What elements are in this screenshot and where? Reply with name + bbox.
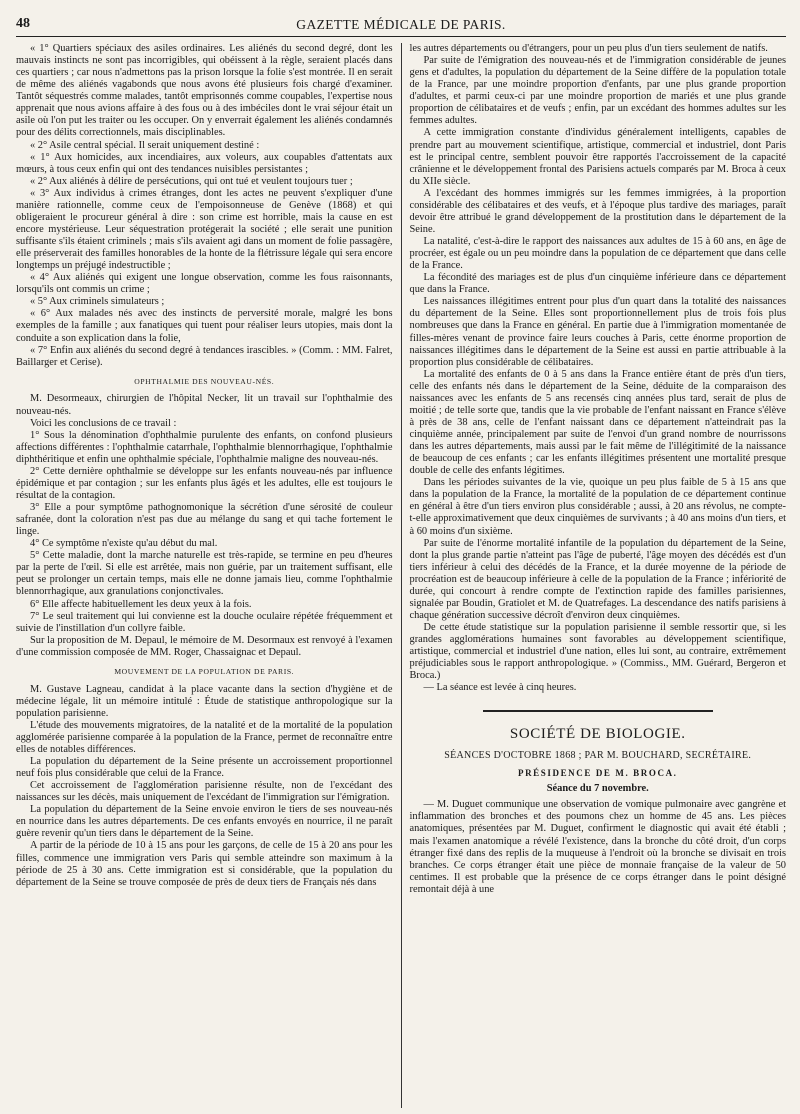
presidency-line: PRÉSIDENCE DE M. BROCA.	[517, 767, 678, 778]
population-paragraph: Par suite de l'énorme mortalité infantile de la population du département de la Seine, dont la plus grande partie n'atteint pas l'âge de puberté, l'âge moyen des décédés est d'un tiers inférieur à celui des décédés de la France, et la durée moyenne de la période de procréation est de beaucoup inférieure à celle de la population de la France ; infériorité de durée, qui concourt à rendre compte de l'extinction rapide des familles parisiennes, signalée par Boudin, Gratiolet et M. de Quatrefages. La descendance des natifs parisiens à chaque génération successive décroît d'environ deux cinquièmes.	[409, 537, 786, 621]
population-continuation: les autres départements ou d'étrangers, pour un peu plus d'un tiers seulement de natifs.	[409, 43, 768, 54]
population-paragraph: La fécondité des mariages est de plus d'un cinquième inférieure dans ce département que dans la France.	[409, 272, 786, 296]
ophthalmia-conclusion: 4° Ce symptôme n'existe qu'au début du mal.	[30, 538, 218, 550]
asylum-item: « 2° Aux aliénés à délire de persécutions, qui ont tué et veulent toujours tuer ;	[30, 175, 353, 187]
ophthalmia-conclusion: 7° Le seul traitement qui lui convienne est la douche oculaire répétée fréquemment et suivie de l'instillation d'un collyre faible.	[16, 610, 393, 634]
population-paragraph: A partir de la période de 10 à 15 ans pour les garçons, de celle de 15 à 20 ans pour les filles, commence une immigration vers Paris qui semble atteindre son maximum à la période de 25 à 30 ans. Cette immigration est si considérable, que la population du département de la Seine se trouve composée de près de deux tiers de Français nés dans	[16, 840, 393, 888]
ophthalmia-conclusion: 6° Elle affecte habituellement les deux yeux à la fois.	[30, 598, 252, 610]
ophthalmia-referral: Sur la proposition de M. Depaul, le mémoire de M. Desormaux est renvoyé à l'examen d'une commission composée de MM. Roger, Chassaignac et Depaul.	[16, 634, 393, 658]
ophthalmia-conclusion: 5° Cette maladie, dont la marche naturelle est très-rapide, se termine en peu d'heures par la perte de l'œil. Si elle est arrêtée, mais non guérie, par un traitement suffisant, elle peut se prolonger un certain temps, mais elle ne donne jamais lieu, comme l'ophthalmie blennorrhagique, aux granulations conjonctivales.	[16, 550, 393, 598]
section-divider	[483, 710, 713, 712]
page-header	[16, 14, 786, 37]
left-column	[16, 43, 402, 1108]
population-paragraph: La population du département de la Seine envoie environ le tiers de ses nouveau-nés en nourrice dans les autres départements. De ces enfants envoyés en nourrice, il ne paraît guère revenir qu'un tiers dans le département de la Seine.	[16, 804, 393, 840]
population-paragraph: Dans les périodes suivantes de la vie, quoique un peu plus faible de 5 à 15 ans que dans la population de la France, la mortalité de la population de ce département continue en général à être d'un tiers environ plus considérable ; aussi, à 20 ans révolus, ne compte-t-elle approximativement que deux cinquièmes de survivants ; à 40 ans moins d'un tiers, et à 60 moins d'un sixième.	[409, 477, 786, 537]
session-closed: — La séance est levée à cinq heures.	[423, 682, 577, 694]
population-paragraph: A l'excédant des hommes immigrés sur les femmes immigrées, à la proportion considérable des célibataires et des veufs, et à l'époque plus tardive des mariages, paraît devoir être attribué le grand développement de la prostitution dans le département de la Seine.	[409, 187, 786, 235]
right-column	[402, 43, 787, 1108]
biology-paragraph: — M. Duguet communique une observation de vomique pulmonaire avec gangrène et inflammation des bronches et des poumons chez un homme de 45 ans. Les pièces anatomiques, présentées par M. Duguet, confirment le diagnostic qui avait été établi ; mais l'examen anatomique a révélé l'existence, dans la bronche du côté droit, d'un corps étranger fixé dans des replis de la muqueuse à l'endroit où la bronche se divisait en trois branches. Ce corps étranger était une pièce de monnaie française de la valeur de 50 centimes. Il est probable que la présence de ce corps étranger dans le point désigné remontait déjà à une	[409, 799, 786, 895]
population-heading: MOUVEMENT DE LA POPULATION DE PARIS.	[114, 666, 295, 676]
ophthalmia-intro: M. Desormeaux, chirurgien de l'hôpital Necker, lit un travail sur l'ophthalmie des nouveau-nés.	[16, 393, 393, 417]
asylum-item: « 5° Aux criminels simulateurs ;	[30, 296, 165, 308]
population-paragraph: Cet accroissement de l'agglomération parisienne résulte, non de l'excédant des naissances sur les décès, mais uniquement de l'excédant de l'immigration sur l'émigration.	[16, 780, 393, 804]
population-paragraph: Par suite de l'émigration des nouveau-nés et de l'immigration considérable de jeunes gens et d'adultes, la population du département de la Seine diffère de la population totale de la France, par une moindre proportion d'enfants, par une plus grande proportion d'adultes, et parmi ceux-ci par une moindre proportion de mariés et une plus grande proportion de célibataires et de veufs ; enfin, par un excédant des hommes adultes sur les femmes adultes.	[409, 55, 786, 127]
asylum-item: « 4° Aux aliénés qui exigent une longue observation, comme les fous raisonnants, lorsqu'ils ont commis un crime ;	[16, 272, 393, 296]
sitting-date: Séance du 7 novembre.	[546, 783, 649, 795]
asylum-item: « 3° Aux individus à crimes étranges, dont les actes ne peuvent s'expliquer d'une manière rationnelle, comme ceux de l'empoisonneuse de Genève (1868) et qui obligeraient le procureur général à dire : son crime est horrible, mais la cause en est encore mystérieuse. Leur séquestration protégerait la société ; elle serait une punition suffisante s'ils étaient criminels ; mais s'ils avaient agi dans un moment de folie passagère, elle préserverait des familles honorables de la honte de la flétrissure légale qui sera encore longtemps un préjugé indestructible ;	[16, 187, 393, 272]
population-intro: M. Gustave Lagneau, candidat à la place vacante dans la section d'hygiène et de médecine légale, lit un mémoire intitulé : Étude de statistique anthropologique sur la population parisienne.	[16, 683, 393, 719]
population-paragraph: La mortalité des enfants de 0 à 5 ans dans la France entière étant de près d'un tiers, celle des enfants nés dans le département de la Seine, déduite de la comparaison des naissances avec les enfants de 5 ans recensés cinq années plus tard, serait de plus de moitié ; de telle sorte que, tandis que la vie probable de l'enfant naissant en France s'élève à près de 38 ans, celle de l'enfant naissant dans ce département n'atteindrait pas la cinquième année, principalement par suite de l'envoi d'un grand nombre de nourrissons dans les autres départements, mais aussi par le fait même de l'illégitimité de la naissance de beaucoup de ces enfants ; car les enfants illégitimes présentent une mortalité presque double de celle des enfants légitimes.	[409, 368, 786, 477]
population-paragraph: La natalité, c'est-à-dire le rapport des naissances aux adultes de 15 à 60 ans, en âge de procréer, est égale ou un peu moindre dans la population de ce département que dans celle de la France.	[409, 236, 786, 272]
asylum-item: « 6° Aux malades nés avec des instincts de perversité morale, malgré les bons exemples de la famille ; aux fanatiques qui tuent pour réaliser leurs utopies, mais dont la conduite a son explication dans la folie,	[16, 308, 393, 344]
page-number: 48	[16, 16, 30, 31]
population-paragraph: A cette immigration constante d'individus généralement intelligents, capables de prendre part au mouvement scientifique, artistique, commercial et industriel, dont Paris est le principal centre, semblent pouvoir être rapportés l'accroissement de la capacité crânienne et le développement frontal des Parisiens actuels comparés par M. Broca à ceux du XIIe siècle.	[409, 127, 786, 187]
ophthalmia-conclusion: 1° Sous la dénomination d'ophthalmie purulente des enfants, on confond plusieurs affections différentes : l'ophthalmie catarrhale, l'ophthalmie blennorrhagique, l'ophthalmie diphthéritique et enfin une ophthalmie spéciale, l'ophthalmie maligne des nouveau-nés.	[16, 429, 393, 465]
asylum-list	[16, 43, 393, 369]
society-title: SOCIÉTÉ DE BIOLOGIE.	[509, 725, 686, 742]
population-paragraph: Les naissances illégitimes entrent pour plus d'un quart dans la totalité des naissances du département de la Seine. Elles sont proportionnellement plus de trois fois plus nombreuses que dans la France en général. En partie due à l'immigration momentanée de filles-mères venant de province faire leurs couches à Paris, cette énorme proportion de naissances illégitimes dans le département de la Seine est aussi en partie attribuable à la proportion plus considérable de célibataires.	[409, 296, 786, 368]
population-paragraph: L'étude des mouvements migratoires, de la natalité et de la mortalité de la population agglomérée parisienne comparée à la population de la France, permet de reconnaître entre elles de notables différences.	[16, 719, 393, 755]
ophthalmia-heading: OPHTHALMIE DES NOUVEAU-NÉS.	[134, 376, 275, 386]
session-line: SÉANCES D'OCTOBRE 1868 ; PAR M. BOUCHARD, SECRÉTAIRE.	[444, 750, 752, 762]
asylum-item: « 7° Enfin aux aliénés du second degré à tendances irascibles. » (Comm. : MM. Falret, Baillarger et Cerise).	[16, 344, 393, 368]
population-paragraph: La population du département de la Seine présente un accroissement proportionnel neuf fois plus considérable que celui de la France.	[16, 756, 393, 780]
text-columns	[16, 43, 786, 1108]
ophthalmia-conclusions-intro: Voici les conclusions de ce travail :	[30, 417, 177, 429]
population-paragraph: De cette étude statistique sur la population parisienne il semble ressortir que, si les grandes agglomérations humaines sont favorables au développement scientifique, artistique, commercial et industriel d'une nation, elles lui sont, au contraire, extrêmement préjudiciables sous le rapport anthropologique. » (Commiss., MM. Guérard, Bergeron et Broca.)	[409, 622, 786, 682]
asylum-item: « 1° Aux homicides, aux incendiaires, aux voleurs, aux coupables d'attentats aux mœurs, à tous ceux enfin qui ont des tendances nuisibles persistantes ;	[16, 151, 393, 175]
asylum-item: « 1° Quartiers spéciaux des asiles ordinaires. Les aliénés du second degré, dont les mauvais instincts ne sont pas incorrigibles, qui obéissent à la règle, seraient placés dans ces quartiers ; car nous n'admettons pas la prison lorsque la folie s'est montrée. Il en serait de même des aliénés vagabonds que nous avons été plusieurs fois chargé d'examiner. Tantôt séquestrés comme malades, tantôt emprisonnés comme coupables, l'expertise nous apprenait que nous avions affaire à des fous ou à des imbéciles dont le vrai séjour était un asile où l'on put les traiter ou les occuper. On y enverrait également les aliénés condamnés pour des délits correctionnels, mais disciplinables.	[16, 43, 393, 139]
ophthalmia-conclusion: 3° Elle a pour symptôme pathognomonique la sécrétion d'une sérosité de couleur safranée, dont la coloration n'est pas due au mélange du sang et qui tache fortement le linge.	[16, 502, 393, 538]
ophthalmia-conclusion: 2° Cette dernière ophthalmie se développe sur les enfants nouveau-nés par influence épidémique et par contagion ; sur les enfants plus âgés et les adultes, elle est toujours le résultat de la contagion.	[16, 465, 393, 501]
journal-title: GAZETTE MÉDICALE DE PARIS.	[296, 17, 506, 32]
asylum-item: « 2° Asile central spécial. Il serait uniquement destiné :	[30, 139, 260, 151]
